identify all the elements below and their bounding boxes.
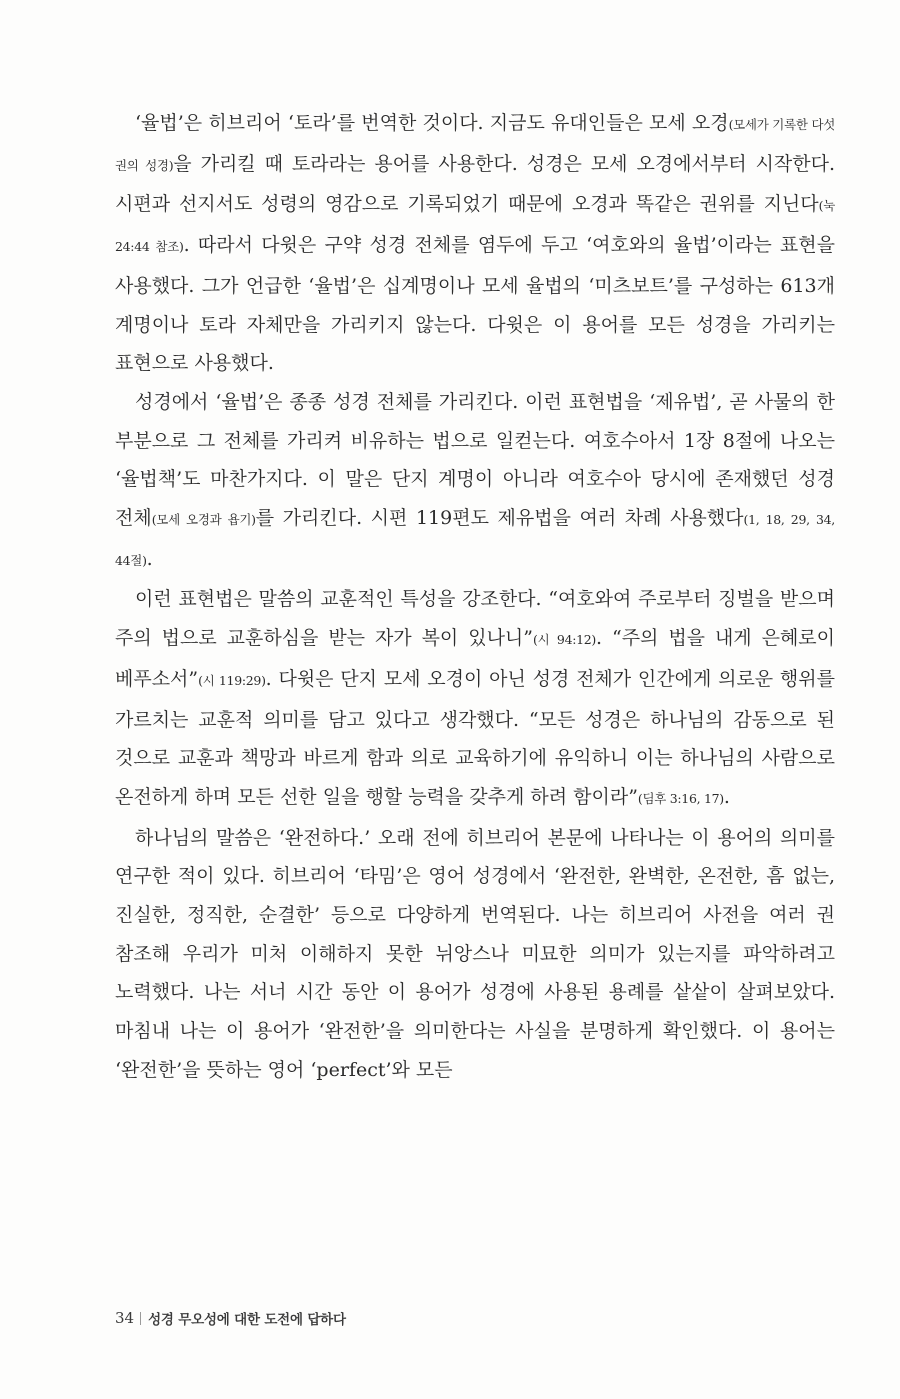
paragraph-3-segment: . xyxy=(723,785,730,808)
paragraph-2-note: (1, 18, 29, 34, 44절) xyxy=(115,512,835,568)
paragraph-1-note: (눅 24:44 참조) xyxy=(115,198,835,255)
page-footer xyxy=(115,1306,346,1330)
paragraph-3-note: (시 119:29) xyxy=(198,672,266,688)
paragraph-1-segment: . 따라서 다윗은 구약 성경 전체를 염두에 두고 ‘여호와의 율법’이라는 표현을 사용했다. 그가 언급한 ‘율법’은 십계명이나 모세 율법의 ‘미츠보트’를 구성하는 613개 계명이나 토라 자체만을 가리키지 않는다. 다윗은 이 용어를 모든 성경을 가리키는 표현으로 사용했다. xyxy=(115,234,835,375)
paragraph-1-segment: 을 가리킬 때 토라라는 용어를 사용한다. 성경은 모세 오경에서부터 시작한다. 시편과 선지서도 성령의 영감으로 기록되었기 때문에 오경과 똑같은 권위를 지닌다 xyxy=(115,152,835,216)
body-text xyxy=(115,104,835,1090)
paragraph-1-note: (모세가 기록한 다섯 권의 성경) xyxy=(115,117,835,173)
paragraph-3-segment: 이런 표현법은 말씀의 교훈적인 특성을 강조한다. “여호와여 주로부터 징벌을 받으며 주의 법으로 교훈하심을 받는 자가 복이 있나니” xyxy=(115,588,835,650)
paragraph-3-segment: . 다윗은 단지 모세 오경이 아닌 성경 전체가 인간에게 의로운 행위를 가르치는 교훈적 의미를 담고 있다고 생각했다. “모든 성경은 하나님의 감동으로 된 것으로 교훈과 책망과 바르게 함과 의로 교육하기에 유익하니 이는 하나님의 사람으로 온전하게 하며 모든 선한 일을 행할 능력을 갖추게 하려 함이라” xyxy=(115,667,835,808)
paragraph-3 xyxy=(115,580,835,818)
paragraph-3-segment: . “주의 법을 내게 은혜로이 베푸소서” xyxy=(115,627,836,690)
page-number: 34 xyxy=(115,1309,135,1327)
paragraph-3-note: (딤후 3:16, 17) xyxy=(637,790,724,806)
paragraph-4 xyxy=(115,819,835,1090)
paragraph-2-segment: 를 가리킨다. 시편 119편도 제유법을 여러 차례 사용했다 xyxy=(255,507,744,530)
footer-divider xyxy=(140,1312,141,1325)
paragraph-1 xyxy=(115,104,835,383)
paragraph-2-segment: 성경에서 ‘율법’은 종종 성경 전체를 가리킨다. 이런 표현법을 ‘제유법’, 곧 사물의 한 부분으로 그 전체를 가리켜 비유하는 법으로 일컫는다. 여호수아서 1장 8절에 나오는 ‘율법책’도 마찬가지다. 이 말은 단지 계명이 아니라 여호수아 당시에 존재했던 성경 전체 xyxy=(115,390,835,530)
paragraph-4-segment: 하나님의 말씀은 ‘완전하다.’ 오래 전에 히브리어 본문에 나타나는 이 용어의 의미를 연구한 적이 있다. 히브리어 ‘타밈’은 영어 성경에서 ‘완전한, 완벽한, 온전한, 흠 없는, 진실한, 정직한, 순결한’ 등으로 다양하게 번역된다. 나는 히브리어 사전을 여러 권 참조해 우리가 미처 이해하지 못한 뉘앙스나 미묘한 의미가 있는지를 파악하려고 노력했다. 나는 서너 시간 동안 이 용어가 성경에 사용된 용례를 샅샅이 살펴보았다. 마침내 나는 이 용어가 ‘완전한’을 의미한다는 사실을 분명하게 확인했다. 이 용어는 ‘완전한’을 뜻하는 영어 ‘perfect’와 모든 xyxy=(115,826,835,1081)
paragraph-2-segment: . xyxy=(146,547,153,570)
paragraph-2 xyxy=(115,383,835,581)
paragraph-2-note: (모세 오경과 욥기) xyxy=(151,512,256,528)
paragraph-1-segment: ‘율법’은 히브리어 ‘토라’를 번역한 것이다. 지금도 유대인들은 모세 오경 xyxy=(135,112,729,134)
running-title: 성경 무오성에 대한 도전에 답하다 xyxy=(148,1312,346,1328)
paragraph-3-note: (시 94:12) xyxy=(533,632,597,648)
